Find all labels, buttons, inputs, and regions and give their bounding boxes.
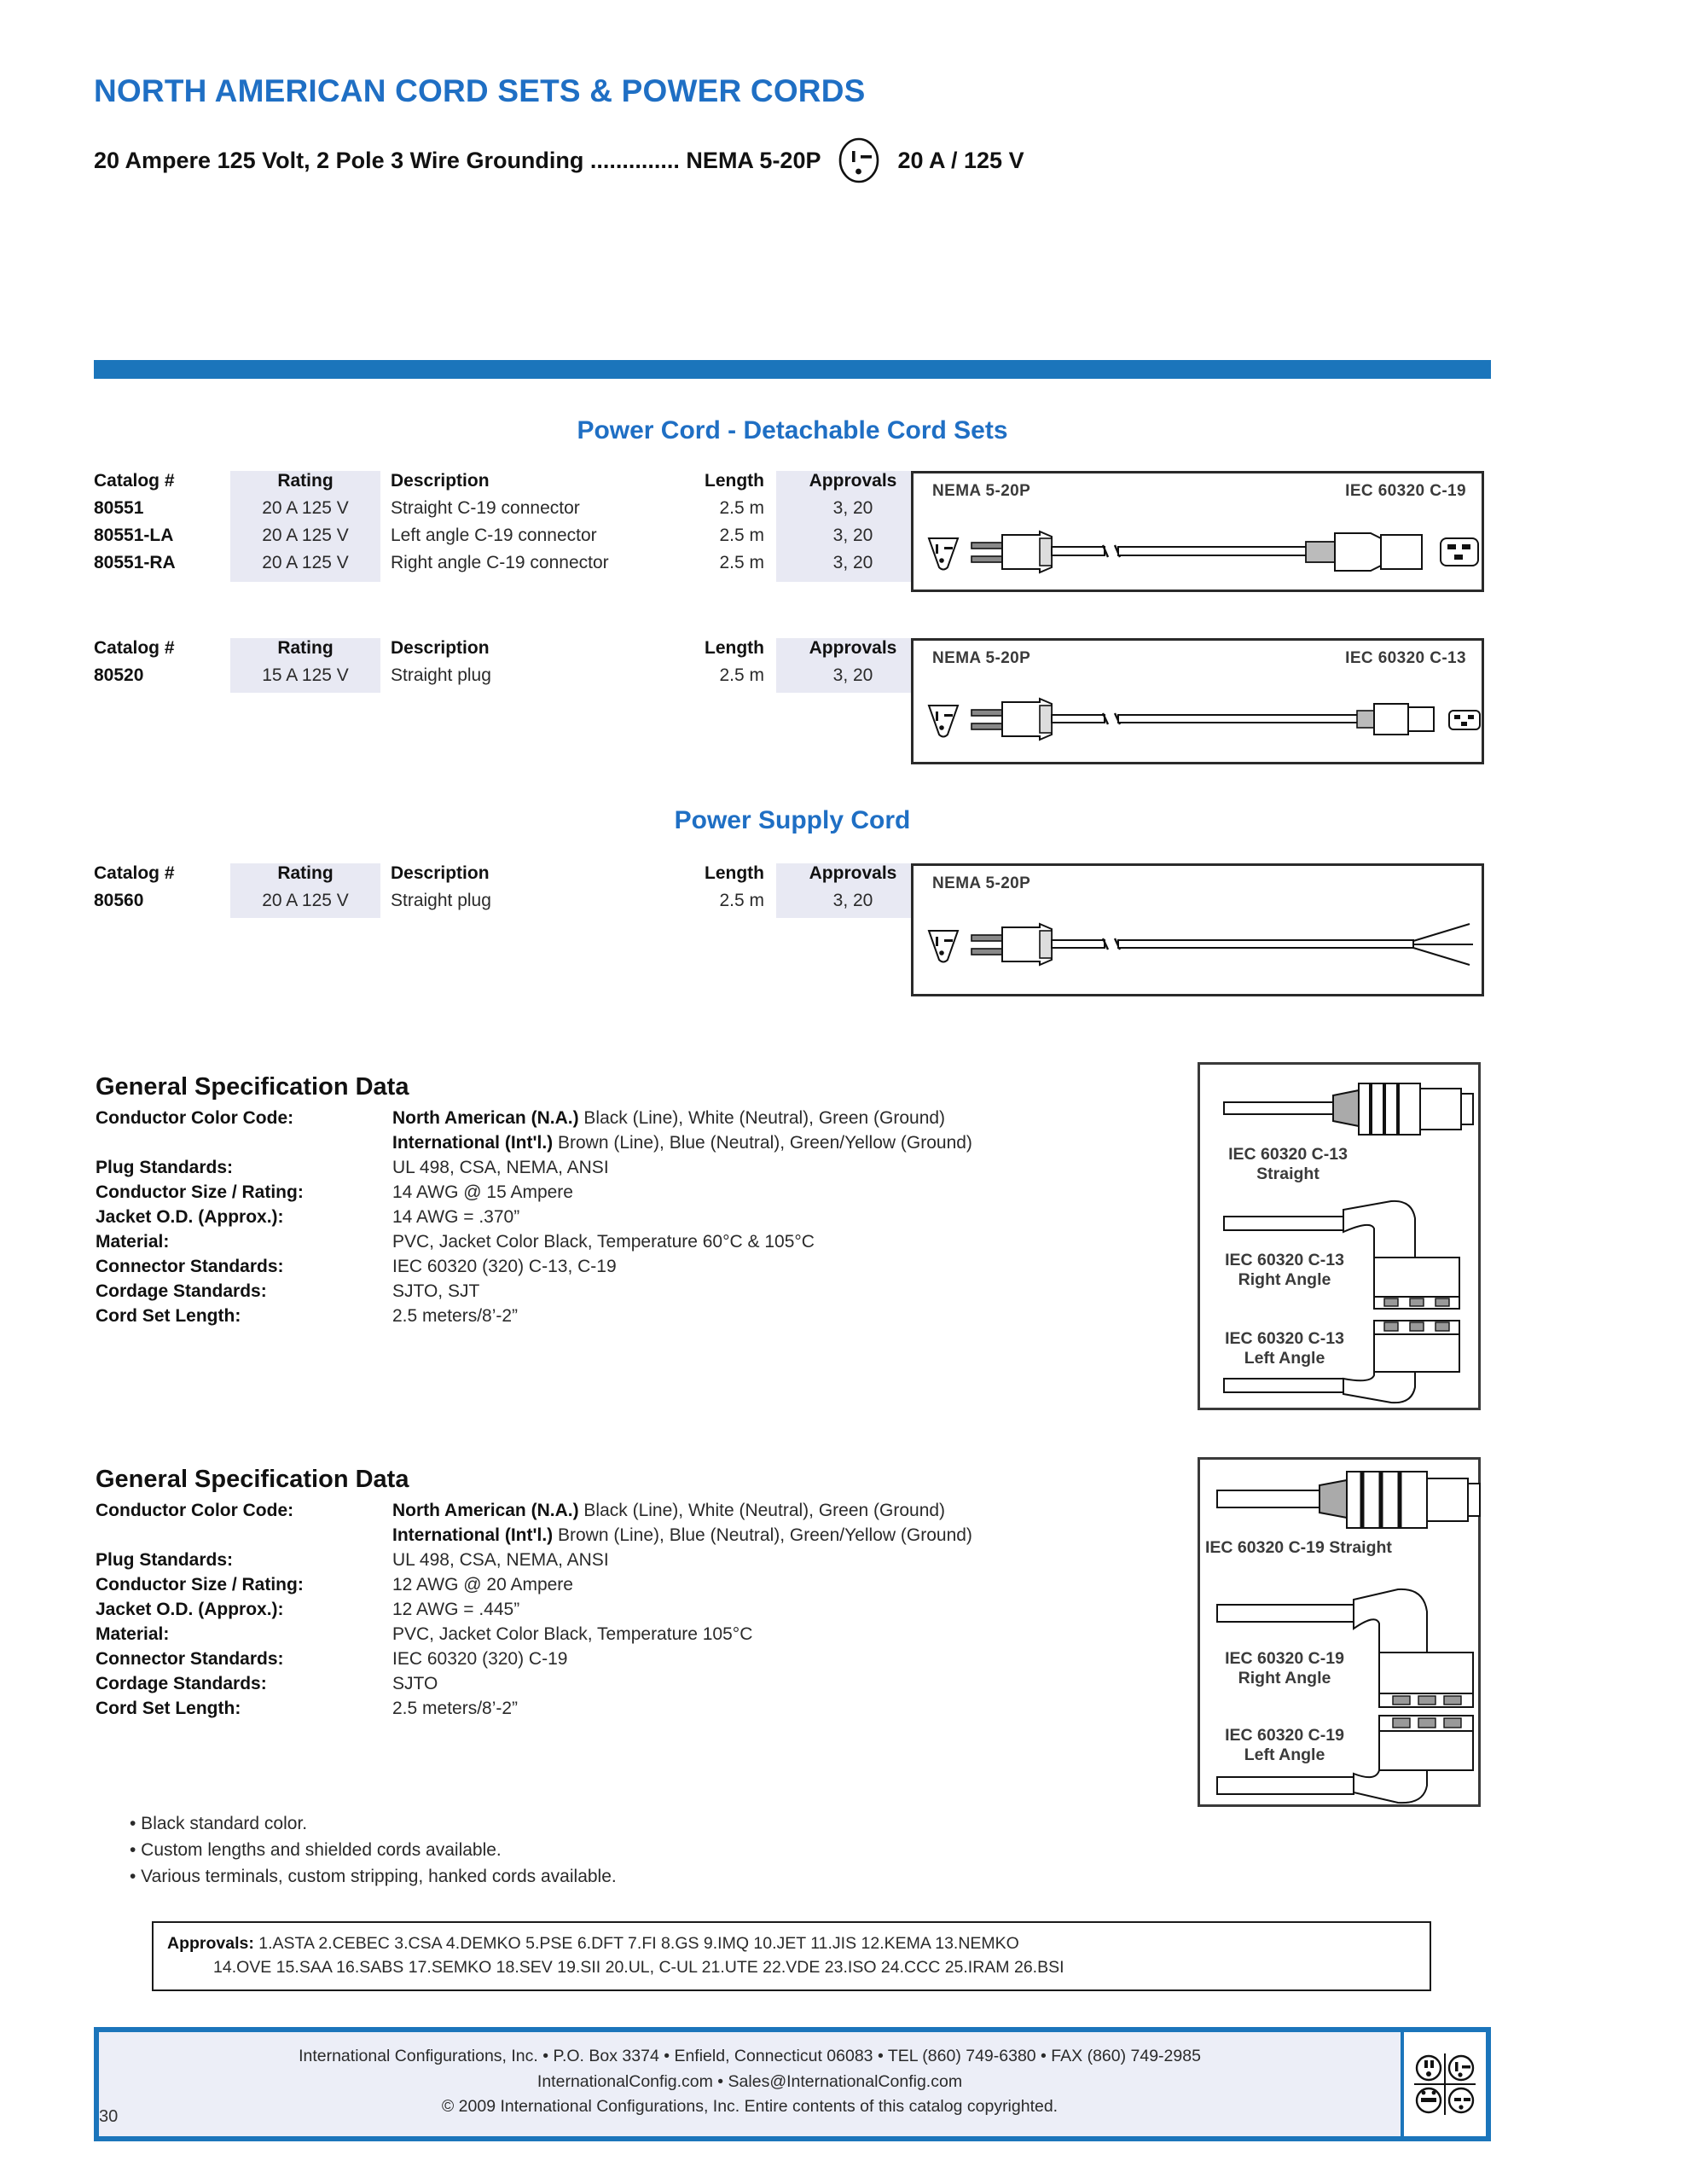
nema-5-20p-receptacle-icon <box>834 136 884 185</box>
cordset-illustration <box>914 518 1487 586</box>
approvals-line-2: 14.OVE 15.SAA 16.SABS 17.SEMKO 18.SEV 19.SII 20.UL, C-UL 21.UTE 22.VDE 23.ISO 24.CCC 25.IRAM 26.BSI <box>213 1958 1064 1978</box>
diagram-left-label: NEMA 5-20P <box>932 649 1031 667</box>
diagram-left-label: NEMA 5-20P <box>932 874 1031 892</box>
connector-label: IEC 60320 C-13 Straight <box>1228 1145 1348 1183</box>
cell-description: Straight plug <box>391 665 491 685</box>
col-header-rating: Rating <box>277 638 334 658</box>
diagram-left-label: NEMA 5-20P <box>932 482 1031 500</box>
spec-key: Conductor Size / Rating: <box>96 1575 304 1594</box>
connector-label: IEC 60320 C-19 Straight <box>1205 1538 1392 1557</box>
col-header-rating: Rating <box>277 863 334 883</box>
spec-row <box>96 1525 972 1550</box>
cell-rating: 20 A 125 V <box>262 553 349 572</box>
blue-divider-bar <box>94 360 1491 379</box>
outlet-types-grid-icon <box>1401 2032 1486 2136</box>
diagram-box-c19-cordset <box>911 471 1484 592</box>
spec-value: IEC 60320 (320) C-19 <box>392 1649 568 1669</box>
col-header-approvals: Approvals <box>809 638 897 658</box>
spec-value: North American (N.A.) Black (Line), White (Neutral), Green (Ground) <box>392 1108 946 1128</box>
col-header-catalog: Catalog # <box>94 863 175 883</box>
spec-row <box>96 1133 972 1158</box>
spec-value: International (Int'l.) Brown (Line), Blue (Neutral), Green/Yellow (Ground) <box>392 1525 972 1545</box>
spec-key: Cordage Standards: <box>96 1281 267 1301</box>
spec-row <box>96 1674 438 1699</box>
spec-block-c19 <box>96 1466 972 1723</box>
cell-approvals: 3, 20 <box>832 553 873 572</box>
connector-panel-c19 <box>1198 1457 1481 1807</box>
col-header-approvals: Approvals <box>809 863 897 883</box>
spec-key: Jacket O.D. (Approx.): <box>96 1600 284 1619</box>
cordset-illustration <box>914 685 1487 753</box>
cell-description: Straight C-19 connector <box>391 498 580 518</box>
footer-contact-block <box>99 2032 1401 2136</box>
col-header-description: Description <box>391 863 490 883</box>
spec-value: PVC, Jacket Color Black, Temperature 60°C & 105°C <box>392 1232 815 1252</box>
cell-catalog: 80551-RA <box>94 553 176 572</box>
spec-block-c13 <box>96 1073 972 1331</box>
cell-length: 2.5 m <box>719 665 764 685</box>
cell-length: 2.5 m <box>719 526 764 545</box>
spec-row <box>96 1182 573 1207</box>
spec-value: 14 AWG = .370” <box>392 1207 520 1227</box>
page-number: 30 <box>99 2107 119 2126</box>
approvals-codes-1: 1.ASTA 2.CEBEC 3.CSA 4.DEMKO 5.PSE 6.DFT 7.FI 8.GS 9.IMQ 10.JET 11.JIS 12.KEMA 13.NEMKO <box>258 1934 1019 1953</box>
spec-row <box>96 1624 753 1649</box>
spec-row <box>96 1232 815 1257</box>
cell-approvals: 3, 20 <box>832 526 873 545</box>
approvals-line-1 <box>167 1931 1416 1955</box>
spec-block-title: General Specification Data <box>96 1466 409 1493</box>
spec-row <box>96 1158 609 1182</box>
cell-catalog: 80551-LA <box>94 526 174 545</box>
spec-row <box>96 1600 520 1624</box>
spec-row <box>96 1575 573 1600</box>
page-footer <box>94 2027 1491 2141</box>
section-title-detachable-cord-sets: Power Cord - Detachable Cord Sets <box>577 416 1008 444</box>
header-rating: 20 A / 125 V <box>897 147 1024 173</box>
cell-rating: 20 A 125 V <box>262 498 349 518</box>
spec-key: Conductor Color Code: <box>96 1108 294 1128</box>
cell-length: 2.5 m <box>719 891 764 910</box>
col-header-description: Description <box>391 471 490 491</box>
section-title-power-supply-cord: Power Supply Cord <box>674 806 911 834</box>
spec-key: Connector Standards: <box>96 1649 284 1669</box>
footer-copyright-line: © 2009 International Configurations, Inc. Entire contents of this catalog copyrighted. <box>441 2097 1058 2117</box>
cell-length: 2.5 m <box>719 498 764 518</box>
spec-key: Cordage Standards: <box>96 1674 267 1693</box>
cell-approvals: 3, 20 <box>832 891 873 910</box>
cell-approvals: 3, 20 <box>832 665 873 685</box>
connector-label: IEC 60320 C-13 Right Angle <box>1225 1251 1344 1289</box>
cell-rating: 15 A 125 V <box>262 665 349 685</box>
spec-key: Cord Set Length: <box>96 1306 241 1326</box>
spec-value: 14 AWG @ 15 Ampere <box>392 1182 573 1202</box>
spec-value: SJTO, SJT <box>392 1281 480 1301</box>
spec-value: 2.5 meters/8’-2” <box>392 1699 519 1718</box>
cell-rating: 20 A 125 V <box>262 891 349 910</box>
cell-description: Left angle C-19 connector <box>391 526 597 545</box>
diagram-box-c13-cordset <box>911 638 1484 764</box>
col-header-approvals: Approvals <box>809 471 897 491</box>
cell-catalog: 80560 <box>94 891 144 910</box>
cell-catalog: 80520 <box>94 665 144 685</box>
list-item: • Custom lengths and shielded cords available. <box>130 1840 502 1861</box>
supply-cord-illustration <box>914 910 1487 984</box>
spec-value: PVC, Jacket Color Black, Temperature 105°C <box>392 1624 753 1644</box>
spec-row <box>96 1501 946 1525</box>
connector-label: IEC 60320 C-19 Left Angle <box>1225 1726 1344 1764</box>
approvals-label: Approvals: <box>167 1934 254 1953</box>
spec-value: UL 498, CSA, NEMA, ANSI <box>392 1158 609 1177</box>
cell-description: Straight plug <box>391 891 491 910</box>
footer-address-line: International Configurations, Inc. • P.O. Box 3374 • Enfield, Connecticut 06083 • TEL (860) 749-6380 • FAX (860) 749-2985 <box>299 2047 1201 2065</box>
approvals-legend-box <box>152 1921 1431 1991</box>
spec-key: Cord Set Length: <box>96 1699 241 1718</box>
spec-row <box>96 1649 568 1674</box>
spec-row <box>96 1207 520 1232</box>
list-item: • Various terminals, custom stripping, hanked cords available. <box>130 1867 617 1887</box>
cell-length: 2.5 m <box>719 553 764 572</box>
features-bullet-list <box>130 1810 617 1890</box>
connector-panel-c13 <box>1198 1062 1481 1410</box>
col-header-catalog: Catalog # <box>94 471 175 491</box>
spec-row <box>96 1257 617 1281</box>
connector-label: IEC 60320 C-13 Left Angle <box>1225 1329 1344 1368</box>
spec-row <box>96 1281 480 1306</box>
spec-row <box>96 1108 946 1133</box>
spec-block-title: General Specification Data <box>96 1073 409 1101</box>
spec-key: Conductor Color Code: <box>96 1501 294 1520</box>
diagram-right-label: IEC 60320 C-19 <box>1345 482 1466 500</box>
cell-catalog: 80551 <box>94 498 144 518</box>
spec-key: Jacket O.D. (Approx.): <box>96 1207 284 1227</box>
col-header-length: Length <box>705 471 764 491</box>
spec-value: SJTO <box>392 1674 438 1693</box>
spec-row <box>96 1306 519 1331</box>
spec-value: UL 498, CSA, NEMA, ANSI <box>392 1550 609 1570</box>
diagram-right-label: IEC 60320 C-13 <box>1345 649 1466 667</box>
spec-key: Plug Standards: <box>96 1550 234 1570</box>
diagram-box-supply-cord <box>911 863 1484 996</box>
col-header-length: Length <box>705 863 764 883</box>
cell-description: Right angle C-19 connector <box>391 553 609 572</box>
spec-key: Material: <box>96 1232 170 1252</box>
spec-value: International (Int'l.) Brown (Line), Blue (Neutral), Green/Yellow (Ground) <box>392 1133 972 1153</box>
spec-row <box>96 1550 609 1575</box>
spec-value: North American (N.A.) Black (Line), White (Neutral), Green (Ground) <box>392 1501 946 1520</box>
cell-approvals: 3, 20 <box>832 498 873 518</box>
cell-rating: 20 A 125 V <box>262 526 349 545</box>
spec-key: Connector Standards: <box>96 1257 284 1276</box>
col-header-rating: Rating <box>277 471 334 491</box>
spec-key: Material: <box>96 1624 170 1644</box>
spec-value: 12 AWG @ 20 Ampere <box>392 1575 573 1594</box>
col-header-catalog: Catalog # <box>94 638 175 658</box>
spec-row <box>96 1699 519 1723</box>
spec-value: 2.5 meters/8’-2” <box>392 1306 519 1326</box>
page-title: NORTH AMERICAN CORD SETS & POWER CORDS <box>94 73 866 108</box>
footer-web-line: InternationalConfig.com • Sales@InternationalConfig.com <box>536 2071 963 2091</box>
spec-value: 12 AWG = .445” <box>392 1600 520 1619</box>
connector-label: IEC 60320 C-19 Right Angle <box>1225 1649 1344 1687</box>
page-subtitle: 20 Ampere 125 Volt, 2 Pole 3 Wire Grounding .............. NEMA 5-20P <box>94 147 821 173</box>
spec-key: Conductor Size / Rating: <box>96 1182 304 1202</box>
page-subtitle-row <box>94 136 1024 185</box>
spec-value: IEC 60320 (320) C-13, C-19 <box>392 1257 617 1276</box>
spec-key: Plug Standards: <box>96 1158 234 1177</box>
col-header-length: Length <box>705 638 764 658</box>
col-header-description: Description <box>391 638 490 658</box>
list-item: • Black standard color. <box>130 1814 308 1833</box>
